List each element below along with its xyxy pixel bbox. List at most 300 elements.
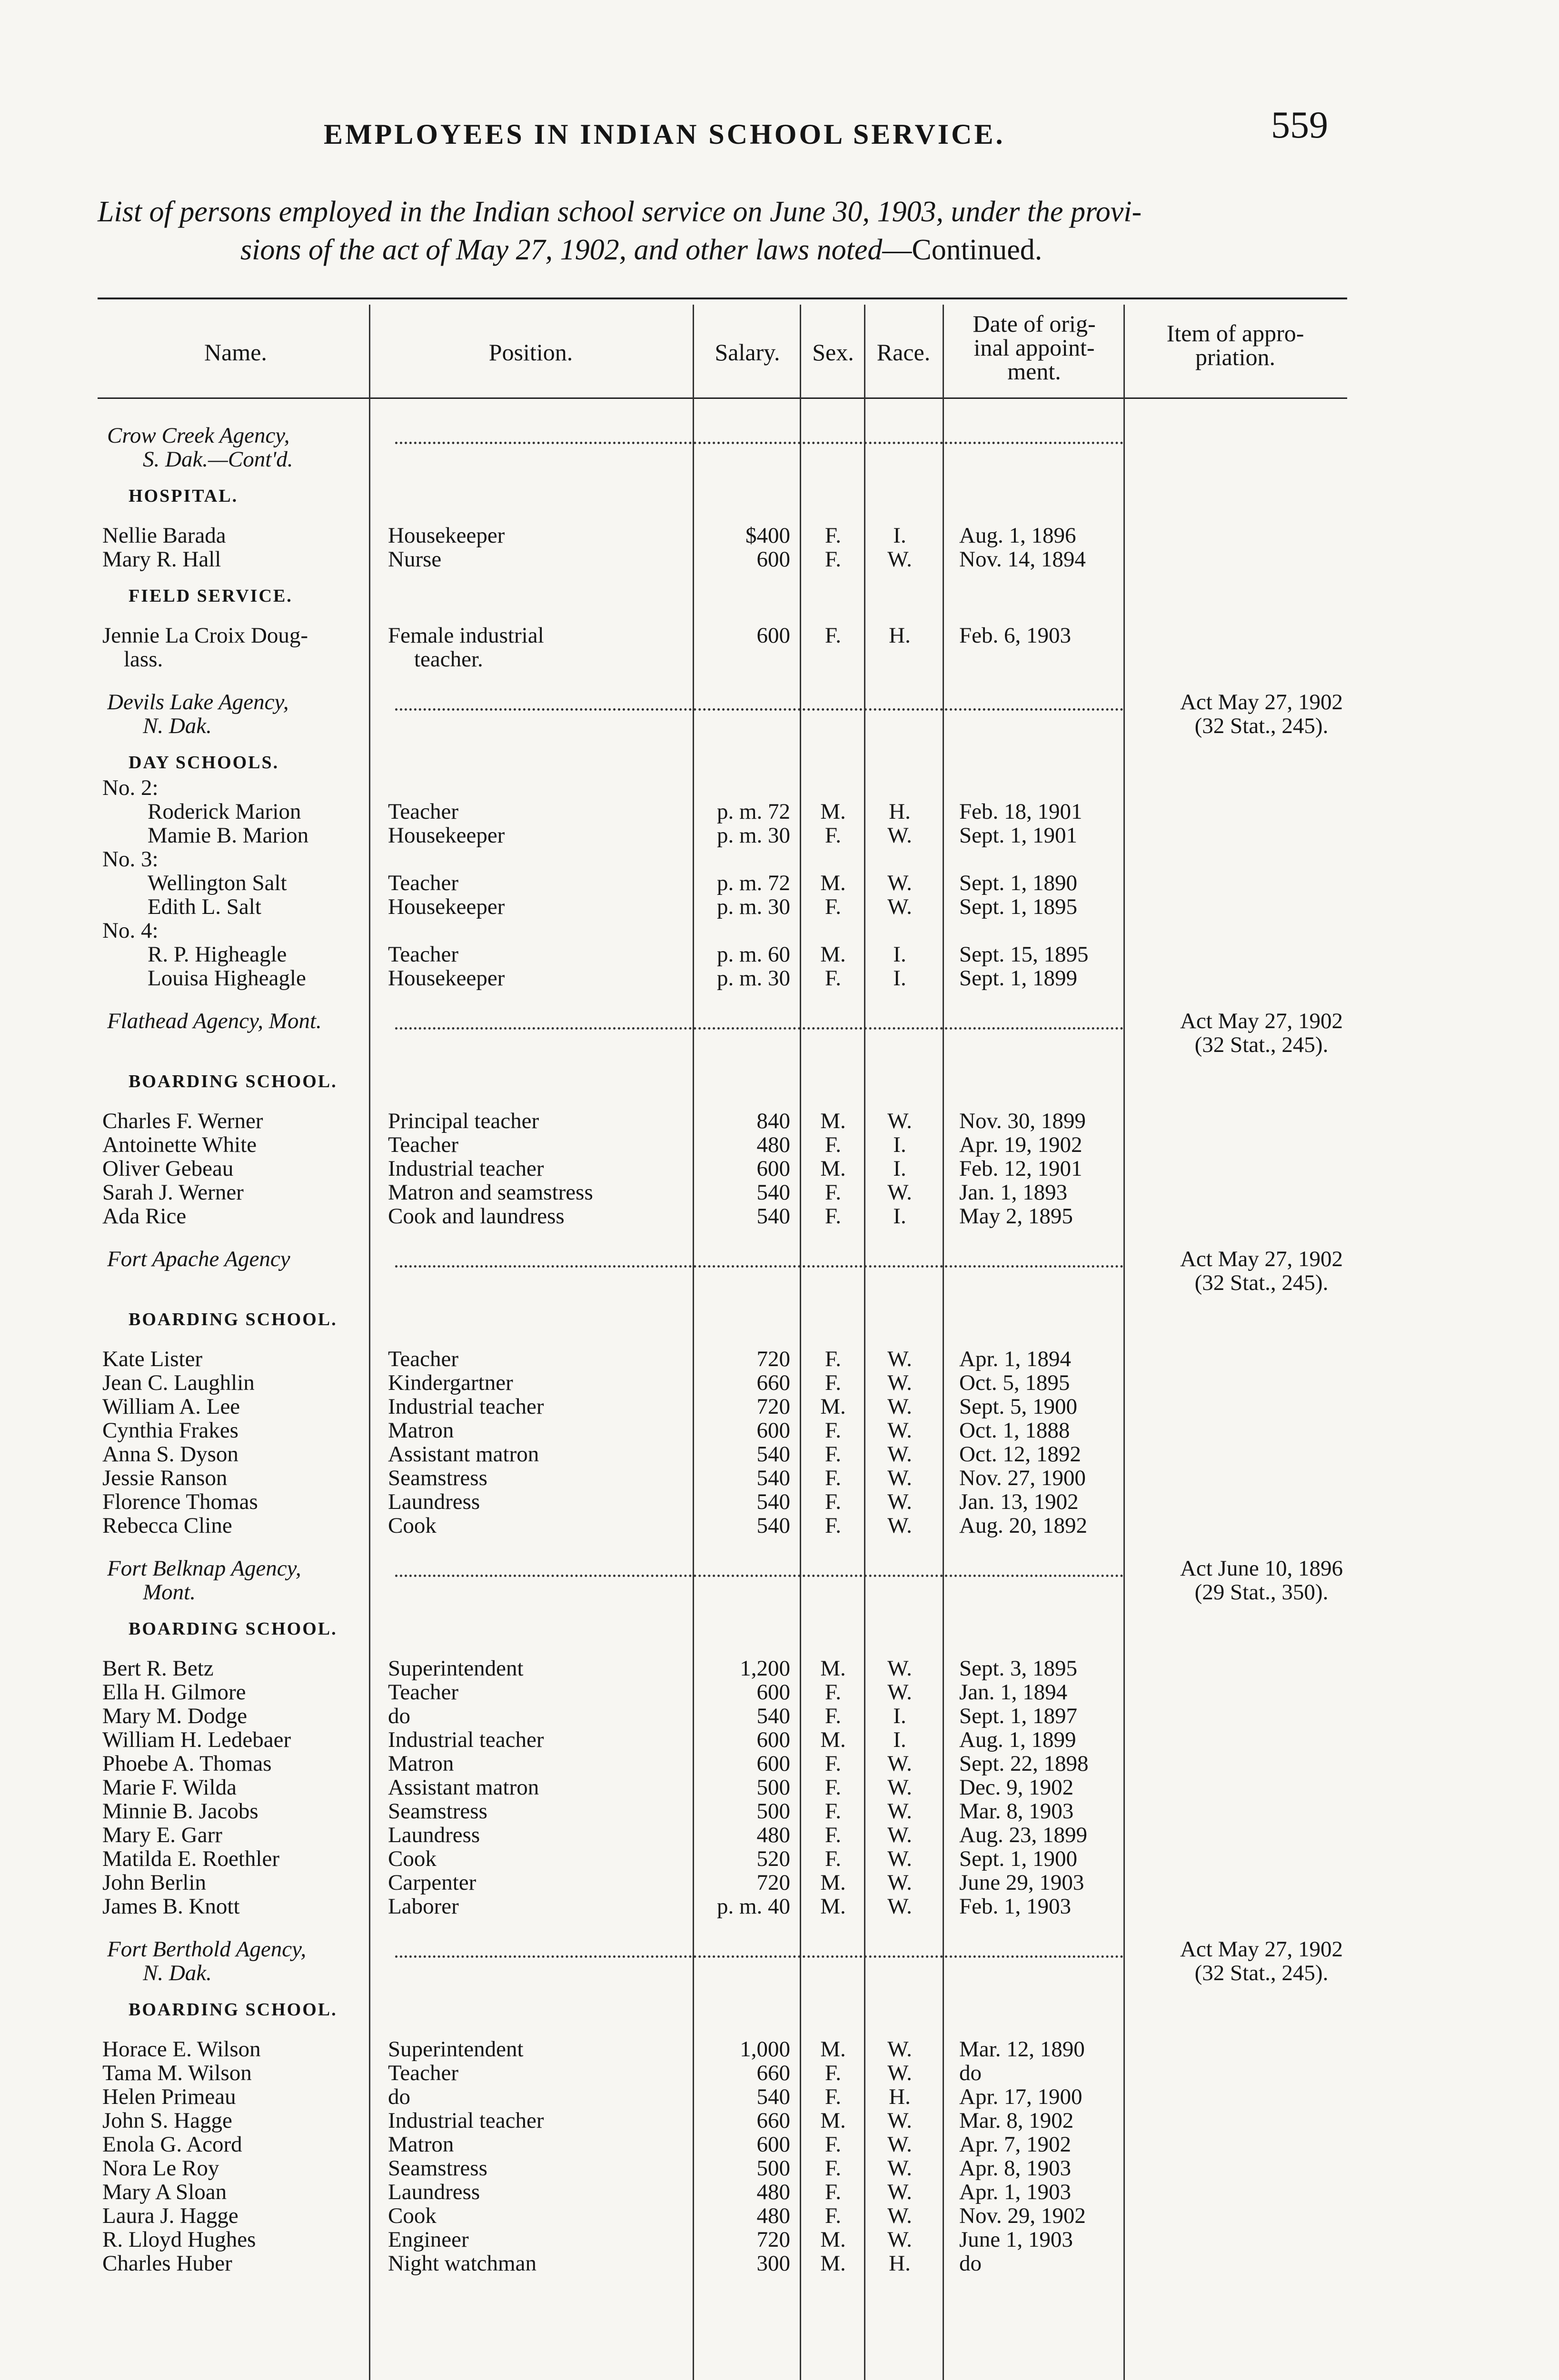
employee-position: Night watchman bbox=[388, 2251, 536, 2275]
appointment-date: Apr. 19, 1902 bbox=[959, 1132, 1082, 1157]
leader-line bbox=[395, 442, 1123, 444]
employee-sex: F. bbox=[824, 2084, 842, 2109]
employee-race: I. bbox=[893, 523, 906, 548]
column-header-race: Race. bbox=[876, 339, 931, 366]
employee-salary: 720 bbox=[756, 1347, 790, 1371]
employee-salary: 600 bbox=[756, 1727, 790, 1752]
table-row bbox=[0, 2156, 1559, 2180]
employee-name: John S. Hagge bbox=[102, 2109, 232, 2132]
employee-salary: $400 bbox=[745, 523, 790, 548]
appointment-date: Feb. 6, 1903 bbox=[959, 623, 1071, 648]
employee-salary: 720 bbox=[756, 1870, 790, 1895]
employee-salary: 540 bbox=[756, 1704, 790, 1728]
appointment-date: Apr. 1, 1894 bbox=[959, 1347, 1071, 1371]
school-row bbox=[0, 776, 1559, 800]
appropriation-item: Act May 27, 1902 bbox=[1180, 690, 1343, 714]
agency-name: Fort Belknap Agency, bbox=[107, 1557, 301, 1580]
employee-race: W. bbox=[887, 823, 912, 848]
employee-salary: 480 bbox=[756, 2180, 790, 2204]
agency-row bbox=[0, 690, 1559, 714]
employee-race: W. bbox=[887, 1513, 912, 1538]
appointment-date: Sept. 15, 1895 bbox=[959, 942, 1089, 967]
employee-name: Mary R. Hall bbox=[102, 547, 221, 571]
employee-race: W. bbox=[887, 1489, 912, 1514]
employee-salary: 540 bbox=[756, 1204, 790, 1229]
employee-salary: 1,200 bbox=[740, 1656, 790, 1681]
appointment-date: Jan. 13, 1902 bbox=[959, 1489, 1079, 1514]
employee-salary: 500 bbox=[756, 1799, 790, 1824]
table-row bbox=[0, 800, 1559, 823]
employee-sex: F. bbox=[824, 1180, 842, 1205]
employee-name: Nora Le Roy bbox=[102, 2156, 219, 2180]
appointment-date: Nov. 14, 1894 bbox=[959, 547, 1086, 572]
employee-sex: F. bbox=[824, 1775, 842, 1800]
section-heading: BOARDING SCHOOL. bbox=[129, 1309, 338, 1329]
leader-line bbox=[395, 1575, 1123, 1577]
employee-name: Kate Lister bbox=[102, 1347, 203, 1371]
table-row bbox=[0, 1395, 1559, 1418]
appointment-date: Oct. 12, 1892 bbox=[959, 1442, 1081, 1467]
employee-position: Assistant matron bbox=[388, 1442, 539, 1466]
employee-sex: F. bbox=[824, 1846, 842, 1871]
table-row bbox=[0, 547, 1559, 571]
employee-name: Jennie La Croix Doug- bbox=[102, 624, 308, 647]
employee-race: H. bbox=[889, 2084, 911, 2109]
employee-name: Edith L. Salt bbox=[148, 895, 261, 919]
column-header-sex: Sex. bbox=[812, 339, 854, 366]
table-row-continuation bbox=[0, 647, 1559, 671]
table-row bbox=[0, 624, 1559, 647]
table-top-rule bbox=[98, 298, 1347, 299]
appropriation-item: Act May 27, 1902 bbox=[1180, 1247, 1343, 1271]
employee-position: Cook and laundress bbox=[388, 1204, 565, 1228]
employee-position: Housekeeper bbox=[388, 823, 505, 847]
table-row bbox=[0, 1133, 1559, 1157]
column-header-name: Name. bbox=[204, 339, 267, 366]
table-row-continuation bbox=[0, 714, 1559, 738]
appointment-date: Aug. 1, 1899 bbox=[959, 1727, 1076, 1752]
table-row bbox=[0, 1180, 1559, 1204]
leader-line bbox=[395, 708, 1123, 711]
employee-position: Teacher bbox=[388, 871, 459, 895]
appointment-date: Aug. 1, 1896 bbox=[959, 523, 1076, 548]
table-row bbox=[0, 2180, 1559, 2204]
employee-salary: 660 bbox=[756, 1370, 790, 1395]
employee-sex: F. bbox=[824, 1680, 842, 1705]
appointment-date: Apr. 7, 1902 bbox=[959, 2132, 1071, 2157]
employee-race: W. bbox=[887, 1823, 912, 1847]
employee-race: W. bbox=[887, 2108, 912, 2133]
employee-salary: 540 bbox=[756, 1180, 790, 1205]
employee-salary: 720 bbox=[756, 2227, 790, 2252]
employee-sex: F. bbox=[824, 547, 842, 572]
table-row bbox=[0, 1823, 1559, 1847]
employee-race: W. bbox=[887, 1894, 912, 1919]
table-row bbox=[0, 1871, 1559, 1894]
table-row bbox=[0, 1799, 1559, 1823]
appointment-date: Jan. 1, 1893 bbox=[959, 1180, 1068, 1205]
employee-sex: M. bbox=[820, 1894, 846, 1919]
employee-position: Matron and seamstress bbox=[388, 1180, 593, 1204]
employee-sex: F. bbox=[824, 966, 842, 991]
section-heading: BOARDING SCHOOL. bbox=[129, 2000, 338, 2020]
employee-race: W. bbox=[887, 1370, 912, 1395]
employee-position: Laundress bbox=[388, 2180, 480, 2204]
employee-position: Teacher bbox=[388, 1133, 459, 1157]
table-row bbox=[0, 2085, 1559, 2109]
appointment-date: Aug. 23, 1899 bbox=[959, 1823, 1087, 1847]
employee-position-cont: teacher. bbox=[414, 647, 483, 671]
employee-position: Teacher bbox=[388, 942, 459, 966]
agency-name: Devils Lake Agency, bbox=[107, 690, 289, 714]
employee-salary: 500 bbox=[756, 2156, 790, 2181]
appointment-date: Sept. 3, 1895 bbox=[959, 1656, 1078, 1681]
table-row bbox=[0, 1680, 1559, 1704]
employee-position: Nurse bbox=[388, 547, 442, 571]
table-row bbox=[0, 966, 1559, 990]
column-header-date-line: Date of orig- bbox=[973, 310, 1096, 337]
employee-name: Jessie Ranson bbox=[102, 1466, 228, 1490]
appointment-date: Jan. 1, 1894 bbox=[959, 1680, 1068, 1705]
employee-race: H. bbox=[889, 2251, 911, 2276]
table-row bbox=[0, 2061, 1559, 2085]
employee-sex: F. bbox=[824, 1704, 842, 1728]
employee-position: Seamstress bbox=[388, 2156, 487, 2180]
page-number: 559 bbox=[1271, 104, 1328, 146]
employee-sex: M. bbox=[820, 799, 846, 824]
employee-salary: 480 bbox=[756, 1823, 790, 1847]
employee-position: Laundress bbox=[388, 1490, 480, 1514]
employee-name: Mamie B. Marion bbox=[148, 823, 309, 847]
appointment-date: Nov. 29, 1902 bbox=[959, 2203, 1086, 2228]
employee-sex: M. bbox=[820, 2108, 846, 2133]
table-row bbox=[0, 524, 1559, 547]
employee-sex: F. bbox=[824, 1418, 842, 1443]
employee-race: W. bbox=[887, 2037, 912, 2062]
appropriation-item-cont: (32 Stat., 245). bbox=[1194, 714, 1329, 738]
school-row bbox=[0, 919, 1559, 942]
section-heading: HOSPITAL. bbox=[129, 486, 238, 506]
employee-salary: 520 bbox=[756, 1846, 790, 1871]
appointment-date: Dec. 9, 1902 bbox=[959, 1775, 1074, 1800]
employee-race: W. bbox=[887, 1180, 912, 1205]
employee-salary: 540 bbox=[756, 1513, 790, 1538]
employee-name: Mary E. Garr bbox=[102, 1823, 222, 1847]
table-row bbox=[0, 1752, 1559, 1775]
table-row-continuation bbox=[0, 1033, 1559, 1057]
employee-position: Industrial teacher bbox=[388, 1157, 544, 1180]
employee-position: Engineer bbox=[388, 2228, 469, 2251]
agency-row bbox=[0, 1937, 1559, 1961]
table-row-continuation bbox=[0, 1961, 1559, 1985]
employee-salary: 540 bbox=[756, 1489, 790, 1514]
employee-position: Housekeeper bbox=[388, 895, 505, 919]
employee-sex: F. bbox=[824, 1466, 842, 1490]
column-header-item-line: priation. bbox=[1195, 344, 1276, 370]
appointment-date: Nov. 27, 1900 bbox=[959, 1466, 1086, 1490]
appointment-date: Aug. 20, 1892 bbox=[959, 1513, 1087, 1538]
employee-sex: M. bbox=[820, 1656, 846, 1681]
employee-salary: 540 bbox=[756, 1466, 790, 1490]
employee-name: Phoebe A. Thomas bbox=[102, 1752, 272, 1775]
employee-salary: 1,000 bbox=[740, 2037, 790, 2062]
employee-race: I. bbox=[893, 1727, 906, 1752]
employee-salary: 500 bbox=[756, 1775, 790, 1800]
employee-salary: p. m. 30 bbox=[716, 966, 790, 991]
employee-position: Seamstress bbox=[388, 1466, 487, 1490]
employee-salary: p. m. 72 bbox=[716, 871, 790, 895]
employee-salary: p. m. 30 bbox=[716, 823, 790, 848]
employee-name: Mary M. Dodge bbox=[102, 1704, 248, 1728]
employee-salary: 600 bbox=[756, 1680, 790, 1705]
employee-position: Matron bbox=[388, 1752, 454, 1775]
agency-row bbox=[0, 424, 1559, 447]
employee-name: Rebecca Cline bbox=[102, 1514, 232, 1537]
employee-sex: M. bbox=[820, 871, 846, 895]
appointment-date: Sept. 1, 1901 bbox=[959, 823, 1078, 848]
employee-race: W. bbox=[887, 547, 912, 572]
employee-sex: M. bbox=[820, 1870, 846, 1895]
employee-name: Laura J. Hagge bbox=[102, 2204, 238, 2228]
employee-name: James B. Knott bbox=[102, 1894, 240, 1918]
employee-race: W. bbox=[887, 2132, 912, 2157]
appointment-date: Feb. 12, 1901 bbox=[959, 1156, 1082, 1181]
employee-race: W. bbox=[887, 1394, 912, 1419]
employee-name: R. Lloyd Hughes bbox=[102, 2228, 256, 2251]
table-row bbox=[0, 2228, 1559, 2251]
table-row bbox=[0, 2109, 1559, 2132]
leader-line bbox=[395, 1265, 1123, 1268]
appointment-date: Nov. 30, 1899 bbox=[959, 1109, 1086, 1133]
employee-race: W. bbox=[887, 1656, 912, 1681]
employee-salary: 600 bbox=[756, 1156, 790, 1181]
employee-name: John Berlin bbox=[102, 1871, 207, 1894]
employee-race: I. bbox=[893, 966, 906, 991]
table-row bbox=[0, 1347, 1559, 1371]
agency-name-cont: Mont. bbox=[143, 1580, 196, 1604]
employee-position: Carpenter bbox=[388, 1871, 477, 1894]
page-header-title: EMPLOYEES IN INDIAN SCHOOL SERVICE. bbox=[324, 119, 1005, 150]
caption-line-2: sions of the act of May 27, 1902, and other laws noted bbox=[240, 234, 883, 266]
appointment-date: Feb. 1, 1903 bbox=[959, 1894, 1071, 1919]
agency-name-cont: S. Dak.—Cont'd. bbox=[143, 447, 293, 471]
table-row bbox=[0, 2204, 1559, 2228]
employee-sex: F. bbox=[824, 1347, 842, 1371]
column-header-position: Position. bbox=[488, 339, 573, 366]
table-row bbox=[0, 1371, 1559, 1395]
employee-name: Nellie Barada bbox=[102, 524, 226, 547]
employee-sex: F. bbox=[824, 1442, 842, 1467]
employee-position: Industrial teacher bbox=[388, 1395, 544, 1418]
employee-position: Superintendent bbox=[388, 1656, 524, 1680]
employee-race: H. bbox=[889, 623, 911, 648]
appointment-date: Sept. 1, 1897 bbox=[959, 1704, 1078, 1728]
employee-salary: 600 bbox=[756, 547, 790, 572]
employee-name: Minnie B. Jacobs bbox=[102, 1799, 258, 1823]
employee-race: W. bbox=[887, 1799, 912, 1824]
employee-race: W. bbox=[887, 1109, 912, 1133]
table-row bbox=[0, 1775, 1559, 1799]
appointment-date: Mar. 8, 1903 bbox=[959, 1799, 1074, 1824]
employee-race: W. bbox=[887, 1775, 912, 1800]
employee-name: Charles F. Werner bbox=[102, 1109, 263, 1133]
employee-sex: F. bbox=[824, 1132, 842, 1157]
appointment-date: Apr. 17, 1900 bbox=[959, 2084, 1082, 2109]
employee-sex: M. bbox=[820, 1394, 846, 1419]
table-row bbox=[0, 1728, 1559, 1752]
employee-sex: F. bbox=[824, 523, 842, 548]
table-row bbox=[0, 942, 1559, 966]
employee-salary: 660 bbox=[756, 2061, 790, 2085]
employee-sex: F. bbox=[824, 1823, 842, 1847]
employee-race: I. bbox=[893, 1204, 906, 1229]
employee-salary: 840 bbox=[756, 1109, 790, 1133]
employee-salary: 300 bbox=[756, 2251, 790, 2276]
employee-position: Industrial teacher bbox=[388, 1728, 544, 1752]
school-row bbox=[0, 847, 1559, 871]
appointment-date: Sept. 1, 1895 bbox=[959, 894, 1078, 919]
employee-sex: F. bbox=[824, 894, 842, 919]
table-row-continuation bbox=[0, 447, 1559, 471]
employee-sex: F. bbox=[824, 1751, 842, 1776]
employee-race: W. bbox=[887, 1418, 912, 1443]
appropriation-item-cont: (32 Stat., 245). bbox=[1194, 1961, 1329, 1985]
table-row-continuation bbox=[0, 1271, 1559, 1295]
table-row bbox=[0, 1514, 1559, 1537]
employee-position: Laundress bbox=[388, 1823, 480, 1847]
table-row bbox=[0, 1442, 1559, 1466]
employee-name: Wellington Salt bbox=[148, 871, 287, 895]
employee-salary: 480 bbox=[756, 1132, 790, 1157]
appointment-date: Apr. 1, 1903 bbox=[959, 2180, 1071, 2204]
employee-name: Anna S. Dyson bbox=[102, 1442, 238, 1466]
employee-name: Jean C. Laughlin bbox=[102, 1371, 255, 1395]
employee-name: Antoinette White bbox=[102, 1133, 257, 1157]
employee-salary: 600 bbox=[756, 1751, 790, 1776]
employee-race: W. bbox=[887, 2203, 912, 2228]
employee-name: Sarah J. Werner bbox=[102, 1180, 244, 1204]
column-header-date-line: inal appoint- bbox=[973, 334, 1095, 361]
employee-salary: p. m. 30 bbox=[716, 894, 790, 919]
employee-position: Housekeeper bbox=[388, 966, 505, 990]
table-row bbox=[0, 2037, 1559, 2061]
employee-race: W. bbox=[887, 1442, 912, 1467]
employee-sex: F. bbox=[824, 1489, 842, 1514]
employee-sex: F. bbox=[824, 1204, 842, 1229]
appropriation-item: Act May 27, 1902 bbox=[1180, 1937, 1343, 1962]
employee-sex: F. bbox=[824, 2180, 842, 2204]
employee-race: I. bbox=[893, 942, 906, 967]
employee-name: No. 2: bbox=[102, 776, 159, 800]
employee-name: R. P. Higheagle bbox=[148, 942, 287, 966]
employee-position: Cook bbox=[388, 2204, 437, 2228]
employee-sex: M. bbox=[820, 1727, 846, 1752]
table-row bbox=[0, 1847, 1559, 1871]
employee-name: Tama M. Wilson bbox=[102, 2061, 252, 2085]
agency-name: Crow Creek Agency, bbox=[107, 424, 290, 447]
appropriation-item-cont: (29 Stat., 350). bbox=[1194, 1580, 1329, 1605]
appointment-date: Apr. 8, 1903 bbox=[959, 2156, 1071, 2181]
employee-name: Enola G. Acord bbox=[102, 2132, 242, 2156]
employee-name: William A. Lee bbox=[102, 1395, 240, 1418]
employee-position: Teacher bbox=[388, 2061, 459, 2085]
employee-position: Matron bbox=[388, 2132, 454, 2156]
agency-row bbox=[0, 1557, 1559, 1580]
agency-name-cont: N. Dak. bbox=[143, 714, 212, 738]
table-row bbox=[0, 1157, 1559, 1180]
employee-position: Cook bbox=[388, 1847, 437, 1871]
employee-name: Horace E. Wilson bbox=[102, 2037, 261, 2061]
employee-race: W. bbox=[887, 1680, 912, 1705]
employee-race: W. bbox=[887, 894, 912, 919]
appointment-date: Sept. 1, 1900 bbox=[959, 1846, 1078, 1871]
employee-name-cont: lass. bbox=[124, 647, 163, 671]
employee-sex: M. bbox=[820, 2251, 846, 2276]
employee-name: Louisa Higheagle bbox=[148, 966, 306, 990]
employee-position: Matron bbox=[388, 1418, 454, 1442]
employee-sex: M. bbox=[820, 2037, 846, 2062]
column-header-salary: Salary. bbox=[715, 339, 780, 366]
employee-salary: p. m. 60 bbox=[716, 942, 790, 967]
employee-salary: 480 bbox=[756, 2203, 790, 2228]
employee-name: Cynthia Frakes bbox=[102, 1418, 238, 1442]
employee-name: Matilda E. Roethler bbox=[102, 1847, 279, 1871]
employee-sex: F. bbox=[824, 823, 842, 848]
table-row bbox=[0, 1704, 1559, 1728]
employee-name: Marie F. Wilda bbox=[102, 1775, 237, 1799]
employee-race: I. bbox=[893, 1132, 906, 1157]
table-caption bbox=[98, 193, 1383, 269]
employee-position: Teacher bbox=[388, 1347, 459, 1371]
employee-sex: M. bbox=[820, 942, 846, 967]
appointment-date: Oct. 1, 1888 bbox=[959, 1418, 1070, 1443]
table-row bbox=[0, 1490, 1559, 1514]
employee-race: W. bbox=[887, 1466, 912, 1490]
table-row bbox=[0, 823, 1559, 847]
agency-name: Fort Berthold Agency, bbox=[107, 1937, 307, 1961]
table-row bbox=[0, 895, 1559, 919]
table-row bbox=[0, 1418, 1559, 1442]
appropriation-item: Act June 10, 1896 bbox=[1180, 1556, 1343, 1581]
table-row bbox=[0, 1466, 1559, 1490]
employee-salary: 600 bbox=[756, 623, 790, 648]
employee-sex: F. bbox=[824, 2061, 842, 2085]
employee-position: Teacher bbox=[388, 1680, 459, 1704]
employee-race: H. bbox=[889, 799, 911, 824]
employee-race: I. bbox=[893, 1156, 906, 1181]
employee-salary: 660 bbox=[756, 2108, 790, 2133]
appointment-date: do bbox=[959, 2061, 982, 2085]
section-heading: BOARDING SCHOOL. bbox=[129, 1619, 338, 1639]
table-row bbox=[0, 1894, 1559, 1918]
employee-sex: M. bbox=[820, 1109, 846, 1133]
agency-row bbox=[0, 1247, 1559, 1271]
employee-sex: F. bbox=[824, 1513, 842, 1538]
table-header-rule bbox=[98, 397, 1347, 399]
appointment-date: Mar. 8, 1902 bbox=[959, 2108, 1074, 2133]
appropriation-item-cont: (32 Stat., 245). bbox=[1194, 1032, 1329, 1057]
employee-name: Bert R. Betz bbox=[102, 1656, 214, 1680]
appointment-date: Sept. 1, 1899 bbox=[959, 966, 1078, 991]
employee-race: W. bbox=[887, 2180, 912, 2204]
employee-position: do bbox=[388, 1704, 410, 1728]
table-row bbox=[0, 1656, 1559, 1680]
table-row bbox=[0, 1109, 1559, 1133]
column-header-item-line: Item of appro- bbox=[1166, 320, 1304, 347]
employee-salary: p. m. 40 bbox=[716, 1894, 790, 1919]
column-header-date-line: ment. bbox=[1007, 358, 1061, 385]
employee-salary: 600 bbox=[756, 2132, 790, 2157]
